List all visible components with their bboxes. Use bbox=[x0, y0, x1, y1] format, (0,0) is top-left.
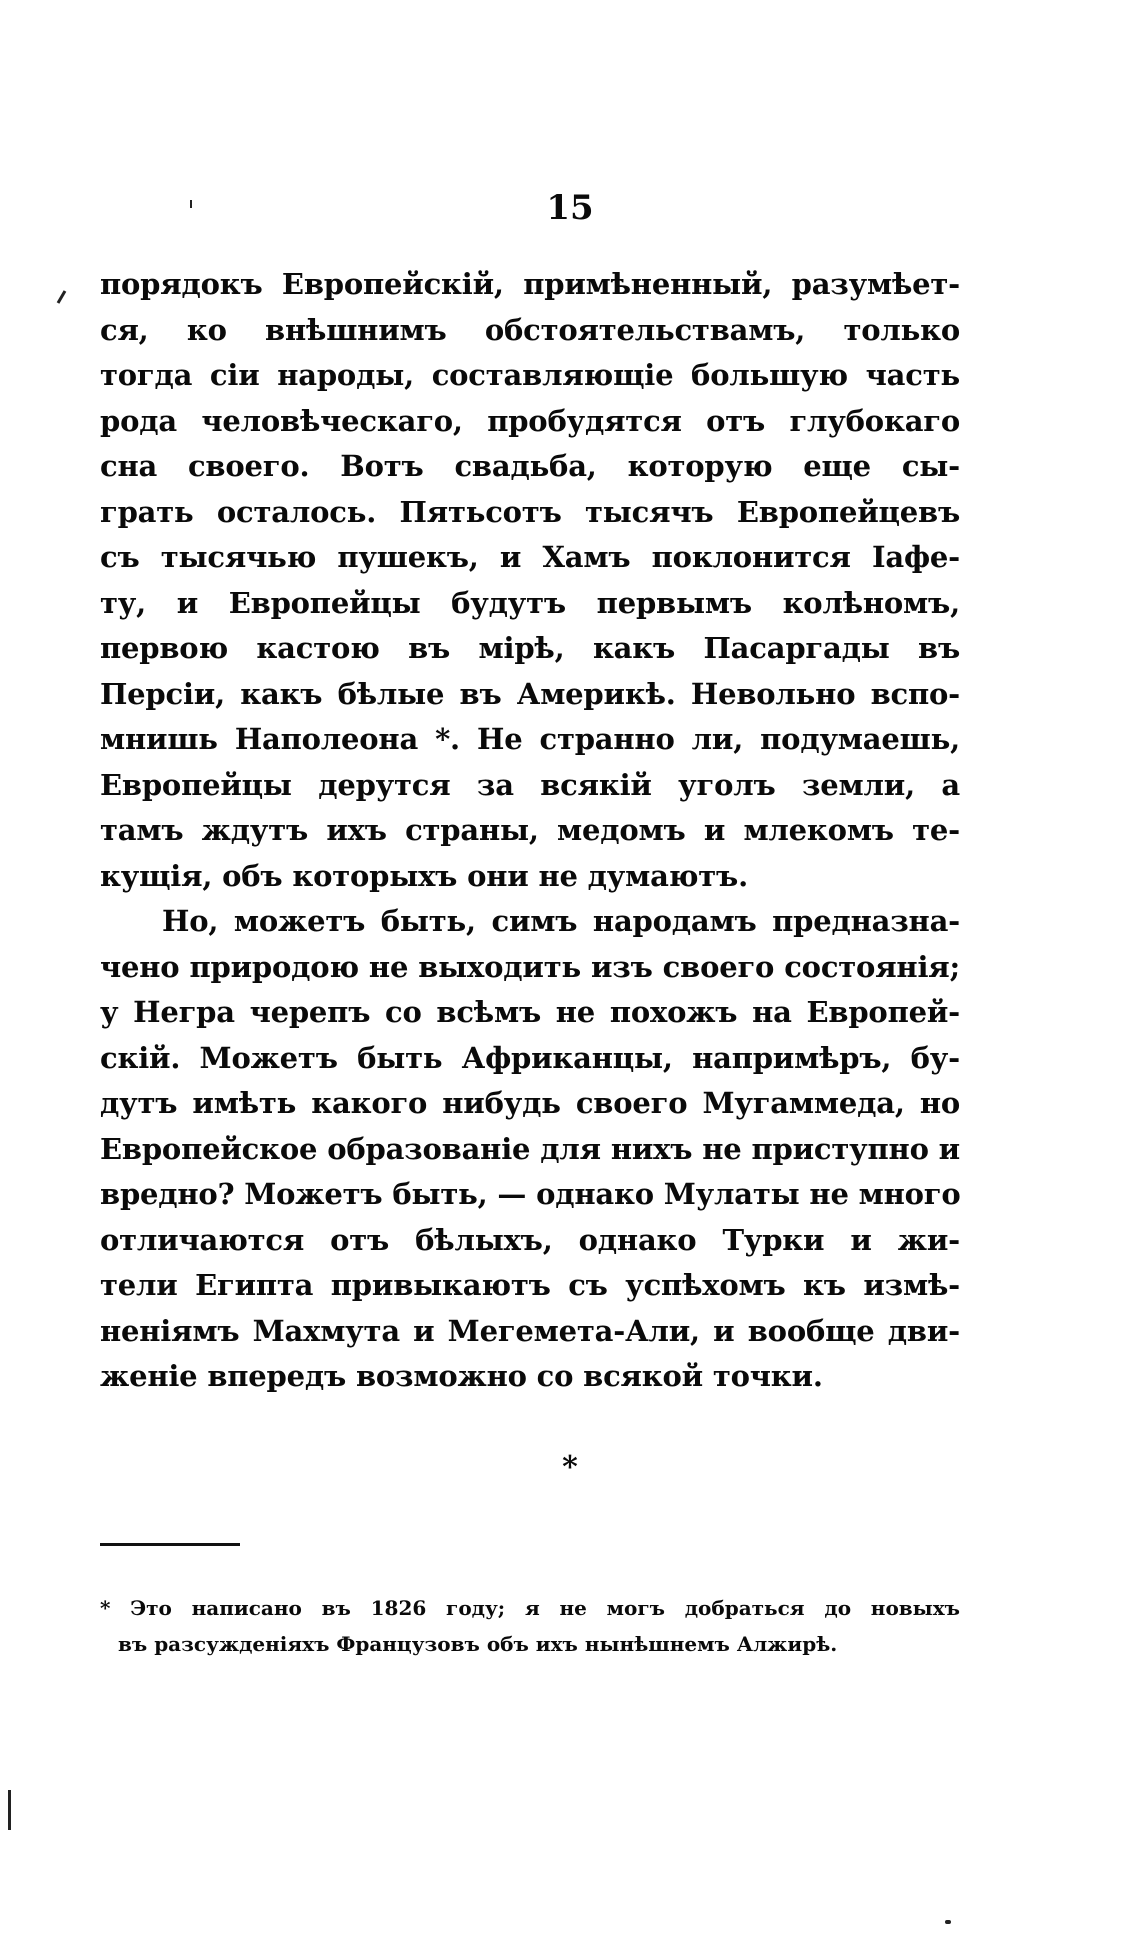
text-line: Европейцы дерутся за всякій уголъ земли, а bbox=[100, 767, 960, 802]
text-line: чено природою не выходить изъ своего состоянія; bbox=[100, 949, 960, 984]
footnote-rule bbox=[100, 1543, 240, 1546]
text-line: ту, и Европейцы будутъ первымъ колѣномъ, bbox=[100, 585, 960, 620]
text-line: ся, ко внѣшнимъ обстоятельствамъ, только bbox=[100, 312, 960, 347]
text-line: тамъ ждутъ ихъ страны, медомъ и млекомъ те- bbox=[100, 813, 960, 847]
text-line: Европейское образованіе для нихъ не приступно и bbox=[100, 1131, 960, 1166]
paragraph-1 bbox=[100, 262, 960, 899]
scan-speck bbox=[945, 1920, 951, 1924]
text-line: у Негра черепъ со всѣмъ не похожъ на Европей- bbox=[100, 995, 960, 1029]
section-asterism: * bbox=[562, 1450, 578, 1485]
text-line: тели Египта привыкаютъ съ успѣхомъ къ измѣ- bbox=[100, 1268, 960, 1302]
body-text bbox=[100, 262, 960, 1400]
text-line: вредно? Можетъ быть, — однако Мулаты не много bbox=[100, 1177, 960, 1211]
text-line: неніямъ Махмута и Мегемета-Али, и вообще дви- bbox=[100, 1313, 960, 1348]
footnote-line: * Это написано въ 1826 году; я не могъ добраться до новыхъ bbox=[100, 1596, 960, 1620]
text-line: первою кастою въ мірѣ, какъ Пасаргады въ bbox=[100, 631, 960, 665]
text-line: рода человѣческаго, пробудятся отъ глубокаго bbox=[100, 403, 960, 438]
text-line: сна своего. Вотъ свадьба, которую еще сы- bbox=[100, 449, 960, 483]
text-line: съ тысячью пушекъ, и Хамъ поклонится Іафе- bbox=[100, 540, 960, 574]
text-line: мнишь Наполеона *. Не странно ли, подумаешь, bbox=[100, 722, 960, 756]
text-line: грать осталось. Пятьсотъ тысячъ Европейцевъ bbox=[100, 494, 960, 529]
text-line: порядокъ Европейскій, примѣненный, разумѣет- bbox=[100, 267, 960, 301]
text-line: женіе впередъ возможно со всякой точки. bbox=[100, 1359, 823, 1393]
footnote bbox=[100, 1590, 960, 1662]
scan-speck bbox=[190, 200, 192, 208]
footnote-line: въ разсужденіяхъ Французовъ объ ихъ нынѣшнемъ Алжирѣ. bbox=[118, 1632, 838, 1656]
page-number: 15 bbox=[546, 188, 594, 228]
text-line: кущія, объ которыхъ они не думаютъ. bbox=[100, 858, 748, 893]
text-line: скій. Можетъ быть Африканцы, напримѣръ, бу- bbox=[100, 1040, 960, 1075]
scan-speck bbox=[8, 1790, 11, 1830]
text-line: отличаются отъ бѣлыхъ, однако Турки и жи- bbox=[100, 1222, 960, 1257]
scan-speck bbox=[57, 290, 67, 304]
text-line: Но, можетъ быть, симъ народамъ предназна- bbox=[162, 904, 960, 938]
text-line: тогда сіи народы, составляющіе большую часть bbox=[100, 358, 960, 392]
paragraph-2 bbox=[100, 899, 960, 1400]
text-line: Персіи, какъ бѣлые въ Америкѣ. Невольно вспо- bbox=[100, 676, 960, 711]
text-line: дутъ имѣть какого нибудь своего Мугаммеда, но bbox=[100, 1086, 960, 1120]
